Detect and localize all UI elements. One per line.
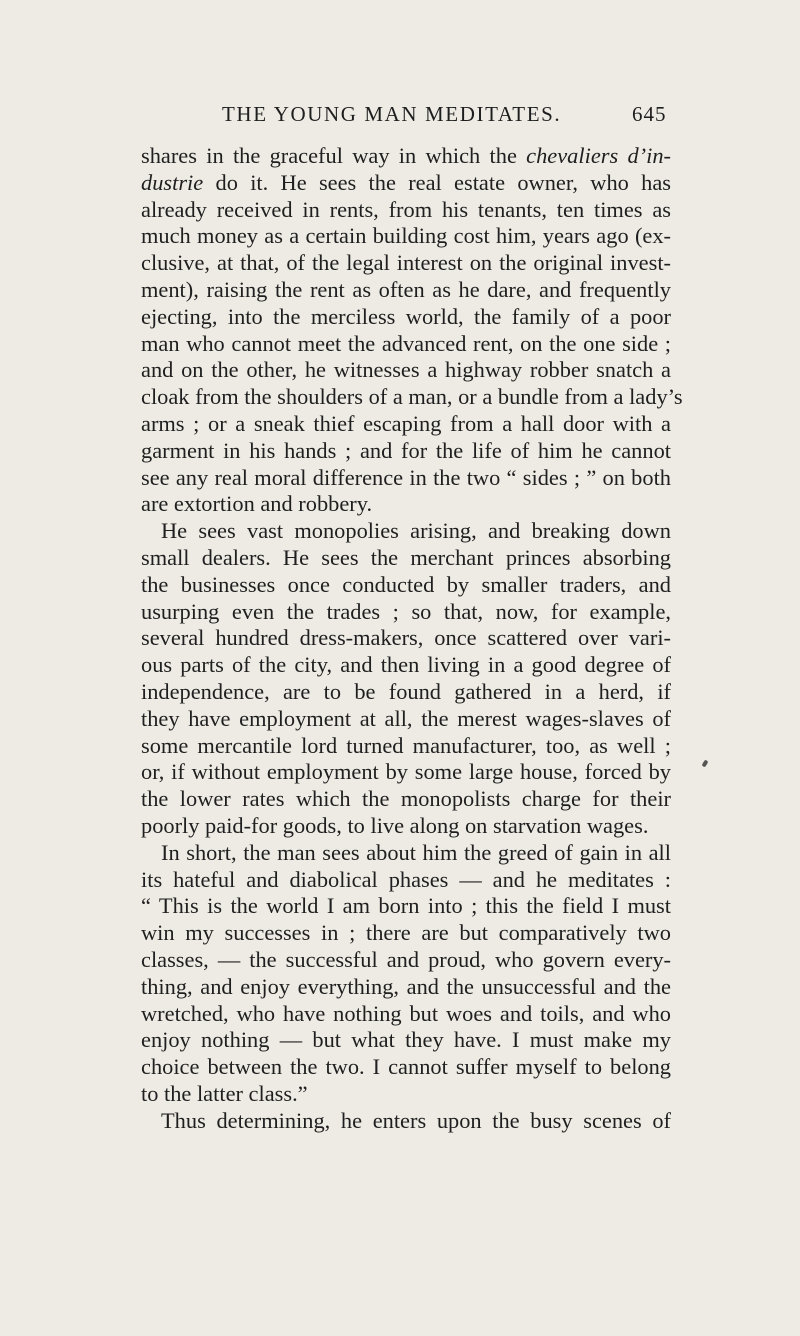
text-line: wretched, who have nothing but woes and toils, and who: [141, 1000, 671, 1026]
text-line: and on the other, he witnesses a highway robber snatch a: [141, 357, 671, 383]
text-line: classes, — the successful and proud, who govern every-: [141, 946, 671, 972]
text-line: several hundred dress-makers, once scattered over vari-: [141, 625, 671, 651]
text-line: choice between the two. I cannot suffer myself to belong: [141, 1054, 671, 1080]
text-line: or, if without employment by some large house, forced by: [141, 759, 671, 785]
text-line: much money as a certain building cost him, years ago (ex-: [141, 223, 671, 249]
italic-phrase: dustrie: [141, 169, 204, 195]
text-line: garment in his hands ; and for the life of him he cannot: [141, 437, 671, 463]
text-line: shares in the graceful way in which the chevaliers d’in-: [141, 143, 671, 168]
text-line: already received in rents, from his tenants, ten times as: [141, 196, 671, 222]
text-line: some mercantile lord turned manufacturer, too, as well ;: [141, 732, 671, 758]
page-header: [0, 98, 800, 134]
text-line: enjoy nothing — but what they have. I must make my: [141, 1027, 671, 1053]
page-number: 645: [632, 102, 667, 126]
italic-phrase: chevaliers d’in-: [526, 143, 671, 168]
text-line: see any real moral difference in the two “ sides ; ” on both: [141, 464, 671, 490]
paragraph-start: Thus determining, he enters upon the busy scenes of: [161, 1107, 671, 1133]
text-line: win my successes in ; there are but comparatively two: [141, 920, 671, 946]
text-line: to the latter class.”: [141, 1080, 308, 1106]
text-line: dustrie do it. He sees the real estate owner, who has: [141, 169, 671, 195]
text-line: “ This is the world I am born into ; this the field I must: [141, 893, 671, 919]
text-line: the businesses once conducted by smaller traders, and: [141, 571, 671, 597]
text-line: they have employment at all, the merest wages-slaves of: [141, 705, 671, 731]
paragraph-start: He sees vast monopolies arising, and breaking down: [161, 518, 671, 544]
running-title: THE YOUNG MAN MEDITATES.: [222, 102, 562, 126]
text-line: ous parts of the city, and then living in a good degree of: [141, 652, 671, 678]
text-line: its hateful and diabolical phases — and he meditates :: [141, 866, 671, 892]
text-line: arms ; or a sneak thief escaping from a hall door with a: [141, 410, 671, 436]
text-line: ment), raising the rent as often as he dare, and frequently: [141, 276, 671, 302]
text-line: poorly paid-for goods, to live along on starvation wages.: [141, 812, 649, 838]
text-line: clusive, at that, of the legal interest on the original invest-: [141, 250, 671, 276]
text-line: man who cannot meet the advanced rent, on the one side ;: [141, 330, 671, 356]
text-line: usurping even the trades ; so that, now, for example,: [141, 598, 671, 624]
text-line: small dealers. He sees the merchant princes absorbing: [141, 544, 671, 570]
text-line: independence, are to be found gathered in a herd, if: [141, 678, 671, 704]
text-line: are extortion and robbery.: [141, 491, 373, 517]
text-line: ejecting, into the merciless world, the family of a poor: [141, 303, 671, 329]
text-line: cloak from the shoulders of a man, or a bundle from a lady’s: [141, 384, 683, 410]
body-text: [141, 143, 683, 1134]
text-line: the lower rates which the monopolists charge for their: [141, 786, 671, 812]
paragraph-start: In short, the man sees about him the greed of gain in all: [161, 839, 671, 865]
ink-speck: [702, 759, 709, 767]
text-line: thing, and enjoy everything, and the unsuccessful and the: [141, 973, 671, 999]
